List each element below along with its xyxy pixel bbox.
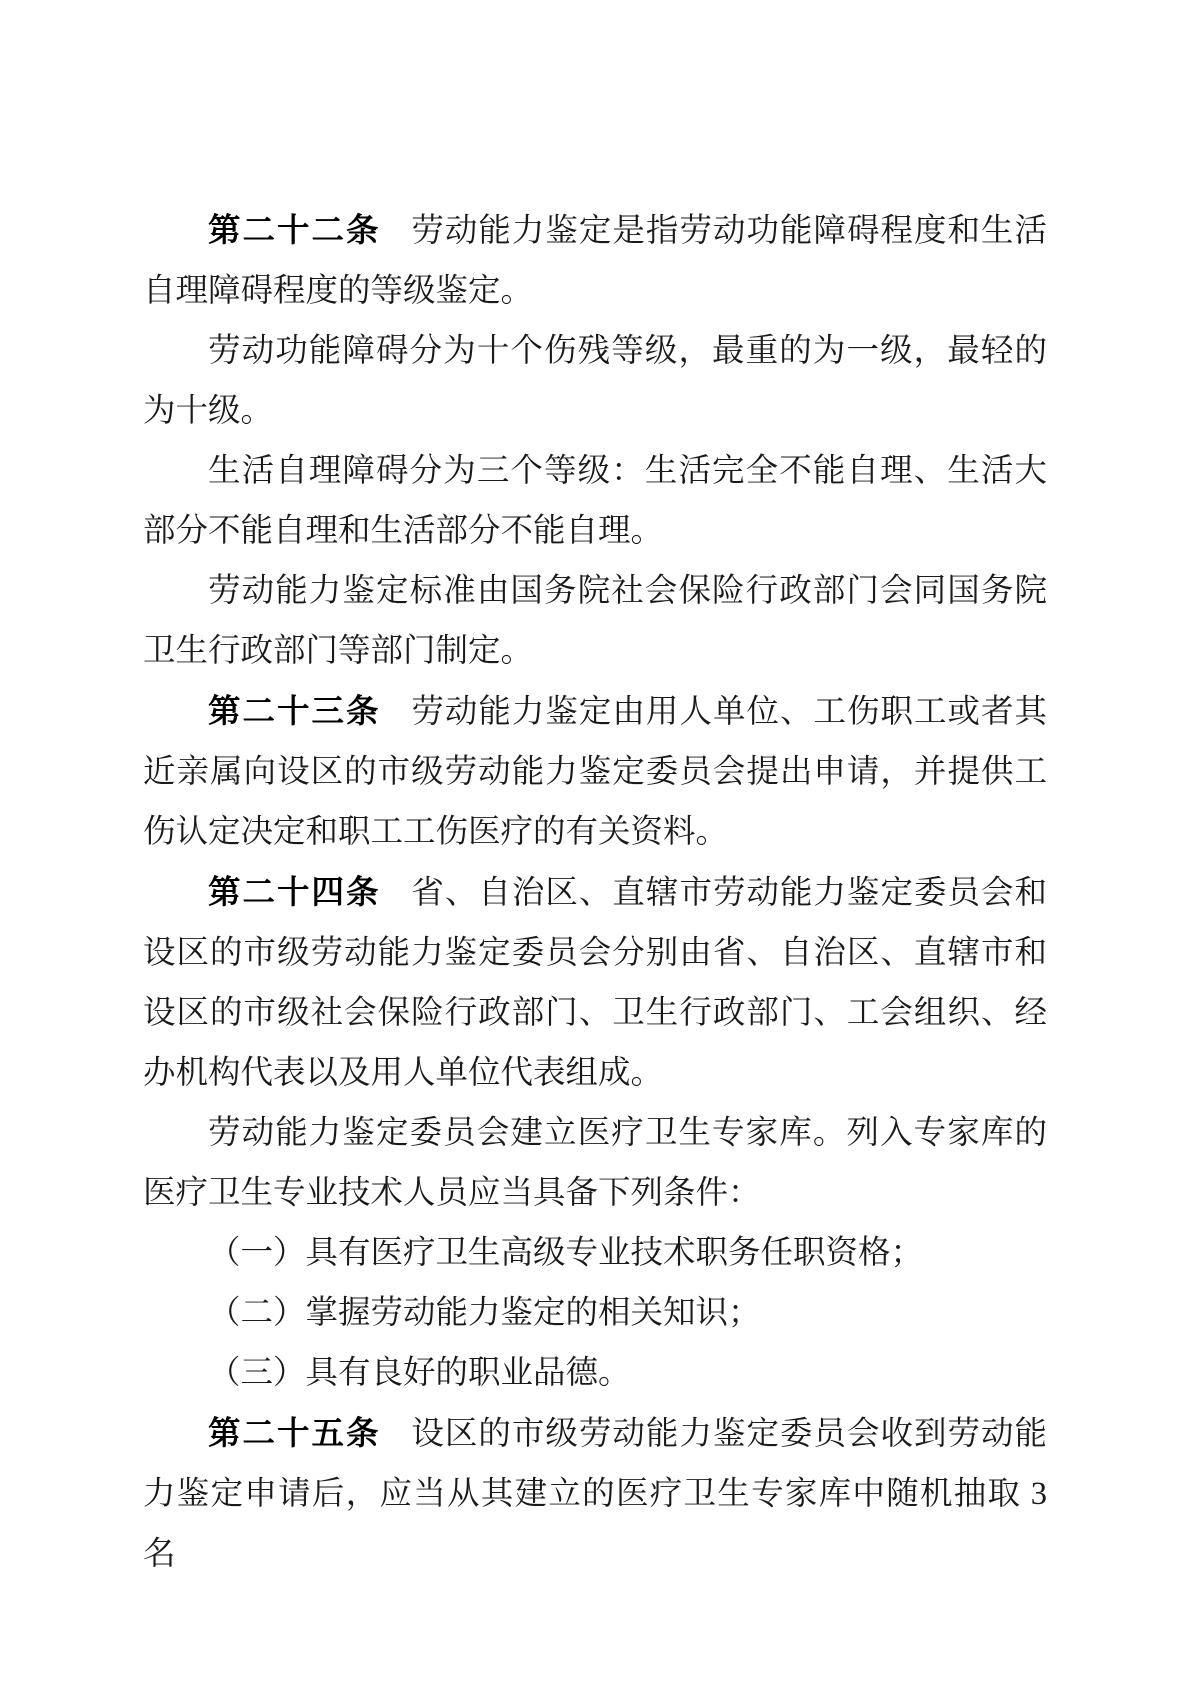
article-number-23: 第二十三条 xyxy=(208,693,381,729)
paragraph-text: 劳动能力鉴定委员会建立医疗卫生专家库。列入专家库的医疗卫生专业技术人员应当具备下列条件： xyxy=(143,1115,1047,1211)
paragraph-article-24 xyxy=(143,862,1047,1103)
list-item-2 xyxy=(143,1283,1047,1343)
paragraph-text: （二）掌握劳动能力鉴定的相关知识； xyxy=(208,1295,761,1331)
paragraph-text: 省、自治区、直辖市劳动能力鉴定委员会和设区的市级劳动能力鉴定委员会分别由省、自治区、直辖市和设区的市级社会保险行政部门、卫生行政部门、工会组织、经办机构代表以及用人单位代表组成。 xyxy=(143,875,1047,1091)
paragraph-text: 劳动能力鉴定标准由国务院社会保险行政部门会同国务院卫生行政部门等部门制定。 xyxy=(143,573,1047,669)
paragraph-text: （一）具有医疗卫生高级专业技术职务任职资格； xyxy=(208,1235,924,1271)
document-body xyxy=(143,200,1047,1584)
paragraph-text: 劳动能力鉴定由用人单位、工伤职工或者其近亲属向设区的市级劳动能力鉴定委员会提出申请，并提供工伤认定决定和职工工伤医疗的有关资料。 xyxy=(143,694,1047,850)
article-number-24: 第二十四条 xyxy=(208,874,381,910)
list-item-3 xyxy=(143,1343,1047,1403)
paragraph-text: 生活自理障碍分为三个等级：生活完全不能自理、生活大部分不能自理和生活部分不能自理。 xyxy=(143,453,1047,549)
paragraph xyxy=(143,1103,1047,1223)
list-item-1 xyxy=(143,1223,1047,1283)
paragraph-text: 劳动功能障碍分为十个伤残等级，最重的为一级，最轻的为十级。 xyxy=(143,333,1047,429)
paragraph xyxy=(143,441,1047,561)
article-number-25: 第二十五条 xyxy=(208,1415,381,1451)
paragraph-text: 劳动能力鉴定是指劳动功能障碍程度和生活自理障碍程度的等级鉴定。 xyxy=(143,213,1047,309)
paragraph-text: （三）具有良好的职业品德。 xyxy=(208,1355,631,1391)
paragraph xyxy=(143,561,1047,681)
paragraph xyxy=(143,321,1047,441)
paragraph-text: 设区的市级劳动能力鉴定委员会收到劳动能力鉴定申请后，应当从其建立的医疗卫生专家库中随机抽取 3 名 xyxy=(143,1416,1047,1572)
article-number-22: 第二十二条 xyxy=(208,212,381,248)
paragraph-article-22 xyxy=(143,200,1047,321)
paragraph-article-23 xyxy=(143,681,1047,862)
paragraph-article-25 xyxy=(143,1403,1047,1584)
